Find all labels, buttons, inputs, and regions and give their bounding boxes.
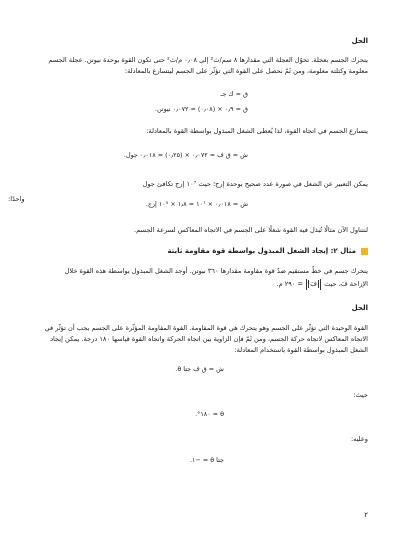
equation-theta-value: θ = ١٨٠°. — [195, 410, 224, 418]
example-title: مثال ٢: إيجاد الشغل المبذول بواسطة قوة مقاومة ثابتة — [167, 247, 356, 255]
example-marker-icon — [361, 248, 368, 255]
page-number: ٢ — [364, 511, 368, 519]
paragraph-erg-conversion-continued: واحدًا: — [8, 195, 25, 203]
label-where: حيث: — [353, 391, 368, 399]
paragraph-resistance-explanation: القوة الوحيدة التي تؤثّر على الجسم وهو يتحرك هي قوة المقاومة. القوة المقاومة المؤثّرة على الجسم يجب أن تؤثّر في الاتجاه المعاكس لاتجاه حركة الجسم، ومن ثَمّ فإن الزاوية بين اتجاه الحركة واتجاه القوة قياسها ١٨٠ درجة. يمكن إيجاد الشغل المبذول بواسطة القوة باستخدام المعادلة: — [44, 324, 368, 354]
equation-cosine-value: جتا θ = −١. — [189, 456, 224, 464]
displacement-magnitude — [306, 279, 321, 290]
paragraph-work-definition: يتسارع الجسم في اتجاه القوة، لذا يُعطى الشغل المبذول بواسطة القوة بالمعادلة: — [146, 127, 368, 135]
solution-heading-2: الحل — [351, 304, 368, 312]
example-displacement-label: الإزاحة فَ، حيث — [324, 280, 368, 288]
equation-force-formula: ق = ك جـ — [220, 90, 248, 98]
label-therefore: وعليه: — [350, 435, 368, 443]
displacement-vector-symbol: فَ — [310, 280, 317, 288]
paragraph-acceleration: يتحرك الجسم بعجلة. تحوّل العجلة التي مقدارها ٨ سم/ث² إلى ٠٫٠٨ م/ث² حتى تكون القوة بوحدة نيوتن. عجلة الجسم معلومة وكتلته معلومة، ومن ثَمّ نحصل على القوة التي تؤثّر على الجسم ليتسارع بالمعادلة: — [48, 56, 368, 75]
equation-work-cosine: ش = ق ف جتا θ. — [175, 365, 224, 373]
paragraph-erg-conversion: يمكن التعبير عن الشغل في صورة عدد صحيح بوحدة إرج؛ حيث ١٠⁷ إرج تكافئ جول — [142, 180, 368, 188]
solution-heading: الحل — [351, 37, 368, 45]
example-displacement-value: = ٢٩٠ م. — [276, 280, 304, 288]
paragraph-example-statement-continued — [32, 279, 368, 290]
paragraph-transition: لنتناول الآن مثالًا تُبذل فيه القوة شغلًا على الجسم في الاتجاه المعاكس لسرعة الجسم. — [134, 226, 368, 234]
equation-work-erg: ش = ٠٫٠١٨ × ١٠⁷ = ١٫٨ × ١٠⁵ إرج. — [145, 200, 248, 208]
equation-force-value: ق = ٠٫٩ × (٠٫٠٨) = ٠٫٠٧٢ نيوتن. — [154, 105, 248, 113]
equation-work-value: ش = ق ف = ٠٫٠٧٢ × (٠٫٢٥) = ٠٫٠١٨ جول. — [123, 151, 248, 159]
paragraph-example-statement: يتحرك جسم في خطّ مستقيم ضدّ قوة مقاومة مقدارها ٣٦٠ نيوتن. أوجد الشغل المبذول بواسطة هذه القوة خلال — [64, 267, 368, 275]
